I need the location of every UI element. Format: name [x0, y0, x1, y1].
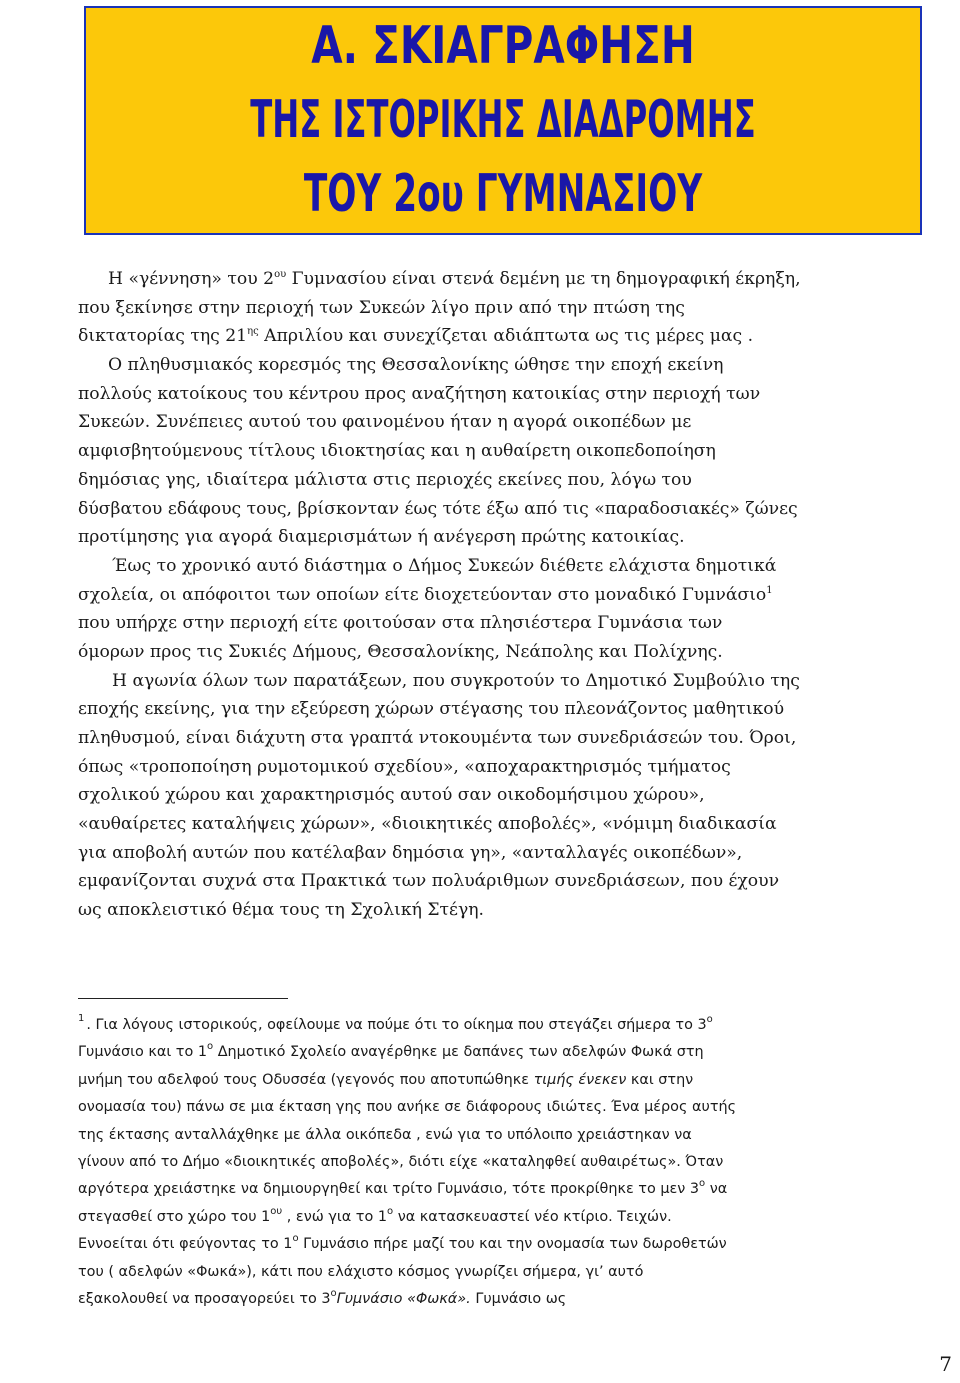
text-run: της έκτασης ανταλλάχθηκε με άλλα οικόπεδα , ενώ για το υπόλοιπο χρειάστηκαν να — [78, 1126, 692, 1143]
text-run: Εννοείται ότι φεύγοντας το 1 — [78, 1236, 293, 1253]
text-run: που υπήρχε στην περιοχή είτε φοιτούσαν στα πλησιέστερα Γυμνάσια των — [78, 613, 723, 634]
text-run: γίνουν από το Δήμο «διοικητικές αποβολές», διότι είχε «καταληφθεί αυθαιρέτως». Όταν — [78, 1153, 724, 1170]
text-run: Γυμνάσιο ως — [470, 1290, 567, 1307]
text-line — [78, 408, 956, 437]
text-line — [78, 839, 956, 868]
superscript: ο — [292, 1233, 299, 1245]
text-run: εξακολουθεί να προσαγορεύει το 3 — [78, 1290, 331, 1307]
text-run: , ενώ για το 1 — [282, 1208, 387, 1225]
text-line — [78, 437, 956, 466]
superscript: ης — [247, 326, 259, 338]
text-line — [78, 581, 956, 610]
text-run: Ο πληθυσμιακός κορεσμός της Θεσσαλονίκης ώθησε την εποχή εκείνη — [108, 355, 724, 376]
title-line-2: ΤΗΣ ΙΣΤΟΡΙΚΗΣ ΔΙΑΔΡΟΜΗΣ — [250, 90, 756, 150]
footnote-line — [78, 1122, 948, 1149]
text-run: δικτατορίας της 21 — [78, 326, 248, 347]
superscript: ου — [274, 269, 287, 280]
text-line — [78, 724, 956, 753]
footnote-line — [78, 1149, 948, 1176]
page-number: 7 — [939, 1352, 952, 1376]
footnote-line — [78, 1204, 948, 1231]
footnote-line — [78, 1094, 948, 1121]
footnote-line — [78, 1012, 948, 1039]
text-line — [78, 351, 956, 380]
text-run: να — [705, 1181, 728, 1198]
text-run: σχολικού χώρου και χαρακτηρισμός αυτού σαν οικοδομήσιμου χώρου», — [78, 785, 705, 806]
text-line — [78, 495, 956, 524]
text-line — [78, 695, 956, 724]
superscript: ο — [699, 1178, 706, 1190]
text-line — [78, 638, 956, 667]
text-run: του ( αδελφών «Φωκά»), κάτι που ελάχιστο κόσμος γνωρίζει σήμερα, γι’ αυτό — [78, 1263, 644, 1280]
text-line — [78, 322, 956, 351]
footnote-line — [78, 1176, 948, 1203]
emphasis: Γυμνάσιο «Φωκά». — [336, 1290, 471, 1307]
text-run: πολλούς κατοίκους του κέντρου προς αναζήτηση κατοικίας στην περιοχή των — [78, 383, 761, 404]
superscript: ο — [330, 1287, 337, 1299]
title-line-1: Α. ΣΚΙΑΓΡΑΦΗΣΗ — [311, 16, 695, 76]
text-run: Έως το χρονικό αυτό διάστημα ο Δήμος Συκεών διέθετε ελάχιστα δημοτικά — [112, 555, 777, 576]
footnote-line — [78, 1286, 948, 1313]
text-line — [78, 552, 956, 581]
text-run: αργότερα χρειάστηκε να δημιουργηθεί και τρίτο Γυμνάσιο, τότε προκρίθηκε το μεν 3 — [78, 1181, 700, 1198]
text-run: προτίμησης για αγορά διαμερισμάτων ή ανέγερση πρώτης κατοικίας. — [78, 527, 685, 548]
emphasis: τιμής ένεκεν — [533, 1071, 627, 1088]
superscript: ο — [207, 1041, 214, 1053]
text-line — [78, 781, 956, 810]
main-text — [78, 265, 956, 925]
text-run: Η «γέννηση» του 2 — [108, 269, 275, 289]
text-run: όμορων προς τις Συκιές Δήμους, Θεσσαλονίκης, Νεάπολης και Πολίχνης. — [78, 641, 723, 662]
text-run: «αυθαίρετες καταλήψεις χώρων», «διοικητικές αποβολές», «νόμιμη διαδικασία — [78, 814, 777, 835]
superscript: ο — [706, 1014, 713, 1025]
text-run: ονομασία του) πάνω σε μια έκταση γης που ανήκε σε διάφορους ιδιώτες. Ένα μέρος αυτής — [78, 1099, 737, 1116]
footnote-number: 1 — [78, 1013, 85, 1024]
text-run: εμφανίζονται συχνά στα Πρακτικά των πολυάριθμων συνεδριάσεων, που έχουν — [78, 871, 780, 892]
text-run: εποχής εκείνης, για την εξεύρεση χώρων στέγασης του πλεονάζοντος μαθητικού — [78, 699, 785, 720]
text-run: που ξεκίνησε στην περιοχή των Συκεών λίγο πριν από την πτώση της — [78, 297, 685, 318]
text-run: για αποβολή αυτών που κατέλαβαν δημόσια γη», «ανταλλαγές οικοπέδων», — [78, 842, 743, 863]
text-run: στεγασθεί στο χώρο του 1 — [78, 1208, 271, 1225]
text-run: Δημοτικό Σχολείο αναγέρθηκε με δαπάνες των αδελφών Φωκά στη — [213, 1044, 704, 1061]
text-run: Απριλίου και συνεχίζεται αδιάπτωτα ως τις μέρες μας . — [258, 326, 754, 347]
text-line — [78, 523, 956, 552]
footnote-line — [78, 1039, 948, 1066]
footnote-line — [78, 1231, 948, 1258]
text-line — [78, 753, 956, 782]
text-run: μνήμη του αδελφού τους Οδυσσέα (γεγονός που αποτυπώθηκε — [78, 1071, 534, 1088]
text-line — [78, 294, 956, 323]
footnote-line — [78, 1067, 948, 1094]
footnote — [78, 1012, 948, 1313]
text-run: δημόσιας γης, ιδιαίτερα μάλιστα στις περιοχές εκείνες που, λόγω του — [78, 469, 692, 490]
text-run: δύσβατου εδάφους τους, βρίσκονταν έως τότε έξω από τις «παραδοσιακές» ζώνες — [78, 498, 798, 519]
superscript: 1 — [766, 584, 773, 596]
text-run: Η αγωνία όλων των παρατάξεων, που συγκροτούν το Δημοτικό Συμβούλιο της — [112, 670, 800, 691]
text-run: Γυμνασίου είναι στενά δεμένη με τη δημογραφική έκρηξη, — [286, 269, 801, 289]
text-line — [78, 466, 956, 495]
text-line — [78, 810, 956, 839]
text-run: ως αποκλειστικό θέμα τους τη Σχολική Στέγη. — [78, 900, 484, 921]
text-line — [78, 867, 956, 896]
superscript: ου — [270, 1205, 283, 1217]
text-line — [78, 609, 956, 638]
text-run: και στην — [626, 1071, 694, 1088]
footnote-line — [78, 1259, 948, 1286]
text-run: σχολεία, οι απόφοιτοι των οποίων είτε διοχετεύονταν στο μοναδικό Γυμνάσιο — [78, 584, 767, 605]
superscript: ο — [387, 1205, 394, 1217]
text-line — [78, 667, 956, 696]
text-run: Γυμνάσιο πήρε μαζί του και την ονομασία των δωροθετών — [298, 1236, 727, 1253]
footnote-separator — [78, 998, 288, 999]
text-run: . Για λόγους ιστορικούς, οφείλουμε να πούμε ότι το οίκημα που στεγάζει σήμερα το 3 — [86, 1017, 707, 1033]
text-run: πληθυσμού, είναι διάχυτη στα γραπτά ντοκουμέντα των συνεδριάσεών του. Όροι, — [78, 728, 797, 748]
text-line — [78, 265, 956, 294]
text-run: Γυμνάσιο και το 1 — [78, 1044, 208, 1061]
text-line — [78, 380, 956, 409]
text-run: όπως «τροποποίηση ρυμοτομικού σχεδίου», «αποχαρακτηρισμός τμήματος — [78, 756, 731, 777]
text-run: να κατασκευαστεί νέο κτίριο. Τειχών. — [393, 1208, 672, 1225]
text-run: αμφισβητούμενους τίτλους ιδιοκτησίας και η αυθαίρετη οικοπεδοποίηση — [78, 441, 716, 462]
title-line-3: ΤΟΥ 2ου ΓΥΜΝΑΣΙΟΥ — [303, 164, 703, 224]
text-line — [78, 896, 956, 925]
text-run: Συκεών. Συνέπειες αυτού του φαινομένου ήταν η αγορά οικοπέδων με — [78, 412, 692, 433]
title-banner — [84, 6, 922, 235]
